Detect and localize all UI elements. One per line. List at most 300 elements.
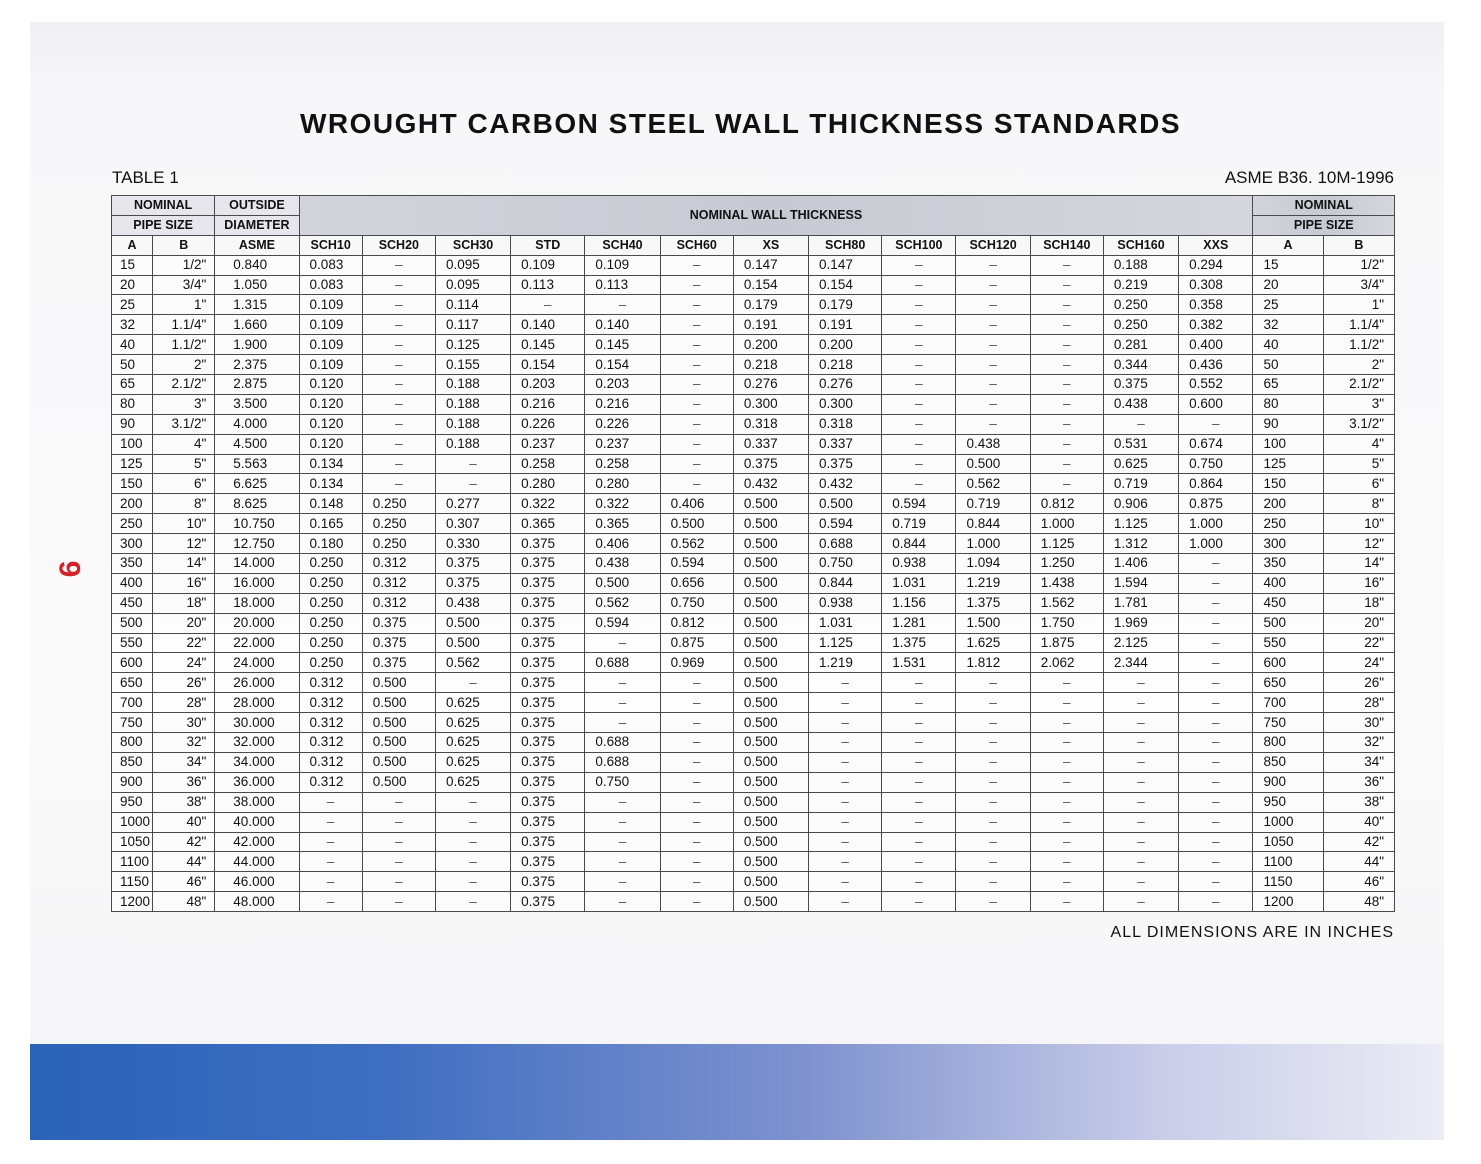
wall-thickness-sch40: 0.322 <box>585 494 660 514</box>
nominal-size-a-right: 32 <box>1253 315 1323 335</box>
wall-thickness-sch100: – <box>882 454 956 474</box>
wall-thickness-sch30: 0.438 <box>435 593 510 613</box>
wall-thickness-sch140: – <box>1030 872 1103 892</box>
wall-thickness-sch20: – <box>362 355 435 375</box>
wall-thickness-sch160: – <box>1103 852 1178 872</box>
wall-thickness-xxs: – <box>1179 832 1253 852</box>
wall-thickness-sch120: – <box>956 295 1030 315</box>
wall-thickness-sch100: – <box>882 752 956 772</box>
nominal-size-a-right: 1200 <box>1253 892 1323 912</box>
sch10-header: SCH10 <box>299 235 362 255</box>
header-row-group <box>112 196 1395 216</box>
nominal-size-a-right: 25 <box>1253 295 1323 315</box>
wall-thickness-sch100: – <box>882 772 956 792</box>
wall-thickness-sch10: 0.312 <box>299 713 362 733</box>
wall-thickness-sch120: – <box>956 792 1030 812</box>
wall-thickness-sch10: 0.312 <box>299 733 362 753</box>
wall-thickness-sch160: 0.719 <box>1103 474 1178 494</box>
wall-thickness-sch120: 1.219 <box>956 573 1030 593</box>
wall-thickness-sch60: – <box>660 832 733 852</box>
wall-thickness-sch80: 0.432 <box>809 474 882 494</box>
table-row <box>112 852 1395 872</box>
table-row <box>112 534 1395 554</box>
wall-thickness-sch40: 0.594 <box>585 613 660 633</box>
wall-thickness-xs: 0.500 <box>733 832 808 852</box>
pipe-size-right-header: PIPE SIZE <box>1253 215 1395 235</box>
wall-thickness-std: 0.375 <box>511 633 585 653</box>
wall-thickness-sch30: 0.188 <box>435 394 510 414</box>
wall-thickness-sch10: 0.312 <box>299 752 362 772</box>
nominal-size-b-right: 4" <box>1323 434 1394 454</box>
wall-thickness-sch140: 1.000 <box>1030 514 1103 534</box>
outside-diameter: 48.000 <box>215 892 299 912</box>
wall-thickness-sch60: 0.812 <box>660 613 733 633</box>
wall-thickness-group-header: NOMINAL WALL THICKNESS <box>299 196 1253 236</box>
wall-thickness-std: 0.226 <box>511 414 585 434</box>
sch140-header: SCH140 <box>1030 235 1103 255</box>
outside-diameter: 3.500 <box>215 394 299 414</box>
wall-thickness-sch30: 0.625 <box>435 733 510 753</box>
nominal-size-a-right: 850 <box>1253 752 1323 772</box>
wall-thickness-sch10: – <box>299 792 362 812</box>
wall-thickness-sch40: 0.688 <box>585 752 660 772</box>
wall-thickness-xs: 0.500 <box>733 573 808 593</box>
wall-thickness-sch140: – <box>1030 832 1103 852</box>
wall-thickness-sch60: 0.875 <box>660 633 733 653</box>
nominal-size-b-right: 3/4" <box>1323 275 1394 295</box>
wall-thickness-xxs: 0.358 <box>1179 295 1253 315</box>
nominal-size-b-right: 6" <box>1323 474 1394 494</box>
nominal-size-b-right: 1.1/2" <box>1323 335 1394 355</box>
wall-thickness-sch120: – <box>956 335 1030 355</box>
nominal-size-b: 1.1/2" <box>153 335 215 355</box>
wall-thickness-sch30: 0.375 <box>435 573 510 593</box>
wall-thickness-sch120: – <box>956 852 1030 872</box>
wall-thickness-sch20: 0.250 <box>362 534 435 554</box>
wall-thickness-sch160: 0.375 <box>1103 375 1178 395</box>
nominal-size-b: 22" <box>153 633 215 653</box>
wall-thickness-sch80: – <box>809 713 882 733</box>
nominal-size-a: 300 <box>112 534 153 554</box>
wall-thickness-sch10: 0.134 <box>299 474 362 494</box>
wall-thickness-sch80: 0.375 <box>809 454 882 474</box>
outside-diameter: 2.375 <box>215 355 299 375</box>
wall-thickness-sch60: – <box>660 772 733 792</box>
nominal-size-b-right: 14" <box>1323 554 1394 574</box>
wall-thickness-sch160: 0.188 <box>1103 255 1178 275</box>
table-row <box>112 673 1395 693</box>
wall-thickness-sch160: 0.344 <box>1103 355 1178 375</box>
wall-thickness-sch40: – <box>585 673 660 693</box>
nominal-size-b-right: 12" <box>1323 534 1394 554</box>
nominal-size-b: 2" <box>153 355 215 375</box>
nominal-size-a: 40 <box>112 335 153 355</box>
nominal-size-a: 400 <box>112 573 153 593</box>
wall-thickness-sch140: 1.562 <box>1030 593 1103 613</box>
wall-thickness-xxs: 0.600 <box>1179 394 1253 414</box>
wall-thickness-std: 0.375 <box>511 573 585 593</box>
nominal-size-b: 1" <box>153 295 215 315</box>
sch80-header: SCH80 <box>809 235 882 255</box>
outside-diameter: 30.000 <box>215 713 299 733</box>
nominal-size-b-right: 1.1/4" <box>1323 315 1394 335</box>
nominal-size-b-right: 10" <box>1323 514 1394 534</box>
page-title: WROUGHT CARBON STEEL WALL THICKNESS STANDARDS <box>299 108 1182 139</box>
xs-header: XS <box>733 235 808 255</box>
wall-thickness-sch60: – <box>660 315 733 335</box>
wall-thickness-xs: 0.318 <box>733 414 808 434</box>
wall-thickness-sch100: – <box>882 713 956 733</box>
nominal-size-a: 50 <box>112 355 153 375</box>
wall-thickness-sch100: – <box>882 394 956 414</box>
nominal-size-b-right: 28" <box>1323 693 1394 713</box>
wall-thickness-sch20: – <box>362 375 435 395</box>
nominal-size-b: 46" <box>153 872 215 892</box>
wall-thickness-xxs: – <box>1179 733 1253 753</box>
wall-thickness-sch60: – <box>660 474 733 494</box>
wall-thickness-sch160: – <box>1103 752 1178 772</box>
wall-thickness-sch140: – <box>1030 315 1103 335</box>
wall-thickness-sch100: – <box>882 375 956 395</box>
wall-thickness-sch30: – <box>435 792 510 812</box>
nominal-size-a: 100 <box>112 434 153 454</box>
wall-thickness-sch160: – <box>1103 792 1178 812</box>
wall-thickness-sch160: 0.250 <box>1103 315 1178 335</box>
wall-thickness-std: 0.140 <box>511 315 585 335</box>
wall-thickness-sch80: 0.938 <box>809 593 882 613</box>
nominal-size-b: 24" <box>153 653 215 673</box>
outside-diameter: 40.000 <box>215 812 299 832</box>
nominal-size-b: 5" <box>153 454 215 474</box>
wall-thickness-sch120: – <box>956 832 1030 852</box>
wall-thickness-sch40: 0.280 <box>585 474 660 494</box>
wall-thickness-sch30: 0.625 <box>435 693 510 713</box>
wall-thickness-sch160: 0.531 <box>1103 434 1178 454</box>
wall-thickness-sch160: 1.406 <box>1103 554 1178 574</box>
wall-thickness-sch10: 0.180 <box>299 534 362 554</box>
nominal-size-b: 3/4" <box>153 275 215 295</box>
nominal-size-a-right: 20 <box>1253 275 1323 295</box>
wall-thickness-xxs: 0.436 <box>1179 355 1253 375</box>
wall-thickness-sch140: 1.250 <box>1030 554 1103 574</box>
wall-thickness-std: 0.375 <box>511 792 585 812</box>
wall-thickness-sch80: 0.218 <box>809 355 882 375</box>
wall-thickness-sch160: 1.312 <box>1103 534 1178 554</box>
wall-thickness-sch120: – <box>956 355 1030 375</box>
wall-thickness-sch60: – <box>660 792 733 812</box>
wall-thickness-sch160: – <box>1103 414 1178 434</box>
nominal-size-b-right: 48" <box>1323 892 1394 912</box>
wall-thickness-std: 0.375 <box>511 852 585 872</box>
wall-thickness-sch140: – <box>1030 375 1103 395</box>
wall-thickness-sch100: 1.281 <box>882 613 956 633</box>
nominal-size-a-right: 80 <box>1253 394 1323 414</box>
table-row <box>112 693 1395 713</box>
wall-thickness-sch20: – <box>362 295 435 315</box>
wall-thickness-sch100: 1.375 <box>882 633 956 653</box>
wall-thickness-xxs: – <box>1179 673 1253 693</box>
wall-thickness-xxs: 1.000 <box>1179 534 1253 554</box>
nominal-size-b: 16" <box>153 573 215 593</box>
wall-thickness-sch10: – <box>299 892 362 912</box>
wall-thickness-sch120: – <box>956 733 1030 753</box>
wall-thickness-sch20: 0.500 <box>362 733 435 753</box>
wall-thickness-sch80: – <box>809 673 882 693</box>
nominal-size-a-right: 65 <box>1253 375 1323 395</box>
wall-thickness-sch40: 0.365 <box>585 514 660 534</box>
wall-thickness-std: 0.375 <box>511 534 585 554</box>
wall-thickness-std: 0.375 <box>511 772 585 792</box>
wall-thickness-xs: 0.218 <box>733 355 808 375</box>
wall-thickness-sch60: – <box>660 872 733 892</box>
nominal-size-b: 1/2" <box>153 255 215 275</box>
table-row <box>112 832 1395 852</box>
outside-diameter: 12.750 <box>215 534 299 554</box>
nominal-size-a-right: 100 <box>1253 434 1323 454</box>
wall-thickness-sch40: 0.438 <box>585 554 660 574</box>
wall-thickness-sch120: 1.500 <box>956 613 1030 633</box>
wall-thickness-xs: 0.500 <box>733 792 808 812</box>
wall-thickness-xs: 0.500 <box>733 733 808 753</box>
wall-thickness-sch120: – <box>956 872 1030 892</box>
wall-thickness-xxs: – <box>1179 554 1253 574</box>
wall-thickness-sch10: 0.250 <box>299 653 362 673</box>
wall-thickness-sch60: – <box>660 892 733 912</box>
wall-thickness-sch40: 0.216 <box>585 394 660 414</box>
wall-thickness-std: 0.375 <box>511 892 585 912</box>
wall-thickness-sch60: 0.656 <box>660 573 733 593</box>
wall-thickness-sch100: – <box>882 832 956 852</box>
wall-thickness-sch140: – <box>1030 733 1103 753</box>
wall-thickness-sch10: 0.250 <box>299 613 362 633</box>
nominal-size-b: 14" <box>153 554 215 574</box>
wall-thickness-sch10: – <box>299 812 362 832</box>
page-number: 9 <box>52 560 86 578</box>
wall-thickness-sch140: – <box>1030 394 1103 414</box>
nominal-size-b: 1.1/4" <box>153 315 215 335</box>
wall-thickness-sch20: – <box>362 872 435 892</box>
wall-thickness-sch10: 0.148 <box>299 494 362 514</box>
nominal-size-b: 18" <box>153 593 215 613</box>
nominal-size-b-right: 18" <box>1323 593 1394 613</box>
wall-thickness-xxs: – <box>1179 613 1253 633</box>
wall-thickness-sch20: – <box>362 255 435 275</box>
wall-thickness-std: 0.375 <box>511 593 585 613</box>
nominal-right-header: NOMINAL <box>1253 196 1395 216</box>
nominal-size-b: 30" <box>153 713 215 733</box>
nominal-size-b: 42" <box>153 832 215 852</box>
wall-thickness-sch100: – <box>882 255 956 275</box>
nominal-size-a-right: 150 <box>1253 474 1323 494</box>
nominal-size-b: 2.1/2" <box>153 375 215 395</box>
wall-thickness-sch80: – <box>809 832 882 852</box>
nominal-size-a: 750 <box>112 713 153 733</box>
wall-thickness-sch140: – <box>1030 673 1103 693</box>
wall-thickness-sch80: – <box>809 872 882 892</box>
nominal-size-b-right: 36" <box>1323 772 1394 792</box>
nominal-size-b: 10" <box>153 514 215 534</box>
wall-thickness-sch40: – <box>585 792 660 812</box>
nominal-size-b-right: 5" <box>1323 454 1394 474</box>
wall-thickness-sch20: – <box>362 812 435 832</box>
table-row <box>112 653 1395 673</box>
nominal-size-a-right: 50 <box>1253 355 1323 375</box>
wall-thickness-sch20: 0.500 <box>362 713 435 733</box>
wall-thickness-table <box>111 195 1395 912</box>
nominal-size-b: 3" <box>153 394 215 414</box>
wall-thickness-sch160: 0.219 <box>1103 275 1178 295</box>
wall-thickness-sch100: – <box>882 812 956 832</box>
wall-thickness-sch20: – <box>362 275 435 295</box>
wall-thickness-sch30: 0.625 <box>435 752 510 772</box>
table-row <box>112 255 1395 275</box>
nominal-size-a-right: 750 <box>1253 713 1323 733</box>
wall-thickness-sch40: 0.203 <box>585 375 660 395</box>
sch40-header: SCH40 <box>585 235 660 255</box>
wall-thickness-sch100: – <box>882 872 956 892</box>
wall-thickness-sch30: – <box>435 872 510 892</box>
nominal-size-a-right: 900 <box>1253 772 1323 792</box>
col-a-header: A <box>112 235 153 255</box>
wall-thickness-xs: 0.432 <box>733 474 808 494</box>
wall-thickness-sch30: 0.562 <box>435 653 510 673</box>
wall-thickness-sch140: – <box>1030 792 1103 812</box>
wall-thickness-sch140: 2.062 <box>1030 653 1103 673</box>
nominal-size-a: 650 <box>112 673 153 693</box>
wall-thickness-sch100: – <box>882 315 956 335</box>
wall-thickness-sch80: – <box>809 733 882 753</box>
wall-thickness-sch40: 0.406 <box>585 534 660 554</box>
wall-thickness-sch140: – <box>1030 752 1103 772</box>
nominal-size-a: 80 <box>112 394 153 414</box>
table-row <box>112 315 1395 335</box>
wall-thickness-sch160: 1.125 <box>1103 514 1178 534</box>
outside-diameter: 46.000 <box>215 872 299 892</box>
wall-thickness-sch120: – <box>956 414 1030 434</box>
wall-thickness-std: 0.375 <box>511 752 585 772</box>
table-row <box>112 554 1395 574</box>
wall-thickness-sch80: 0.179 <box>809 295 882 315</box>
outside-diameter: 1.900 <box>215 335 299 355</box>
outside-diameter: 18.000 <box>215 593 299 613</box>
wall-thickness-sch60: 0.594 <box>660 554 733 574</box>
outside-header: OUTSIDE <box>215 196 299 216</box>
wall-thickness-sch160: – <box>1103 673 1178 693</box>
wall-thickness-sch10: 0.120 <box>299 375 362 395</box>
nominal-size-a-right: 450 <box>1253 593 1323 613</box>
wall-thickness-xxs: 0.750 <box>1179 454 1253 474</box>
nominal-size-a: 600 <box>112 653 153 673</box>
wall-thickness-xxs: 0.674 <box>1179 434 1253 454</box>
wall-thickness-sch160: 0.438 <box>1103 394 1178 414</box>
wall-thickness-std: 0.375 <box>511 713 585 733</box>
nominal-size-a-right: 125 <box>1253 454 1323 474</box>
col-a-right-header: A <box>1253 235 1323 255</box>
table-row <box>112 454 1395 474</box>
sch120-header: SCH120 <box>956 235 1030 255</box>
wall-thickness-sch80: 0.154 <box>809 275 882 295</box>
outside-diameter: 4.500 <box>215 434 299 454</box>
wall-thickness-xxs: 0.875 <box>1179 494 1253 514</box>
nominal-size-b: 34" <box>153 752 215 772</box>
nominal-size-b: 20" <box>153 613 215 633</box>
outside-diameter: 20.000 <box>215 613 299 633</box>
nominal-size-b: 26" <box>153 673 215 693</box>
outside-diameter: 38.000 <box>215 792 299 812</box>
table-row <box>112 494 1395 514</box>
wall-thickness-sch80: 0.300 <box>809 394 882 414</box>
wall-thickness-sch30: – <box>435 852 510 872</box>
nominal-size-b-right: 26" <box>1323 673 1394 693</box>
nominal-size-a: 125 <box>112 454 153 474</box>
nominal-size-b-right: 24" <box>1323 653 1394 673</box>
wall-thickness-sch120: – <box>956 772 1030 792</box>
wall-thickness-xxs: 0.308 <box>1179 275 1253 295</box>
table-row <box>112 275 1395 295</box>
nominal-size-a: 25 <box>112 295 153 315</box>
wall-thickness-sch30: – <box>435 454 510 474</box>
wall-thickness-sch60: – <box>660 812 733 832</box>
outside-diameter: 44.000 <box>215 852 299 872</box>
nominal-size-b-right: 34" <box>1323 752 1394 772</box>
nominal-size-a: 1000 <box>112 812 153 832</box>
wall-thickness-sch100: 0.594 <box>882 494 956 514</box>
table-row <box>112 892 1395 912</box>
wall-thickness-sch30: 0.188 <box>435 414 510 434</box>
wall-thickness-std: 0.375 <box>511 554 585 574</box>
wall-thickness-std: 0.375 <box>511 693 585 713</box>
nominal-size-b: 44" <box>153 852 215 872</box>
wall-thickness-sch100: – <box>882 852 956 872</box>
nominal-size-b: 38" <box>153 792 215 812</box>
outside-diameter: 1.050 <box>215 275 299 295</box>
wall-thickness-sch20: – <box>362 792 435 812</box>
nominal-size-b-right: 46" <box>1323 872 1394 892</box>
wall-thickness-xs: 0.337 <box>733 434 808 454</box>
nominal-size-a-right: 800 <box>1253 733 1323 753</box>
wall-thickness-std: 0.375 <box>511 733 585 753</box>
wall-thickness-std: 0.375 <box>511 613 585 633</box>
wall-thickness-sch30: 0.375 <box>435 554 510 574</box>
table-row <box>112 375 1395 395</box>
nominal-size-a-right: 15 <box>1253 255 1323 275</box>
outside-diameter: 36.000 <box>215 772 299 792</box>
wall-thickness-sch40: 0.688 <box>585 733 660 753</box>
wall-thickness-sch120: – <box>956 255 1030 275</box>
wall-thickness-sch10: 0.134 <box>299 454 362 474</box>
wall-thickness-sch120: 0.562 <box>956 474 1030 494</box>
wall-thickness-xs: 0.154 <box>733 275 808 295</box>
wall-thickness-sch160: – <box>1103 812 1178 832</box>
nominal-size-a: 15 <box>112 255 153 275</box>
wall-thickness-sch100: 0.719 <box>882 514 956 534</box>
wall-thickness-sch120: – <box>956 892 1030 912</box>
nominal-size-b-right: 42" <box>1323 832 1394 852</box>
wall-thickness-sch60: – <box>660 733 733 753</box>
wall-thickness-xxs: – <box>1179 653 1253 673</box>
wall-thickness-sch120: – <box>956 752 1030 772</box>
wall-thickness-sch120: 0.719 <box>956 494 1030 514</box>
nominal-size-a: 32 <box>112 315 153 335</box>
wall-thickness-sch10: 0.120 <box>299 434 362 454</box>
wall-thickness-sch10: 0.250 <box>299 593 362 613</box>
wall-thickness-sch60: – <box>660 414 733 434</box>
nominal-size-a: 800 <box>112 733 153 753</box>
sch20-header: SCH20 <box>362 235 435 255</box>
wall-thickness-sch10: 0.120 <box>299 394 362 414</box>
wall-thickness-sch160: – <box>1103 872 1178 892</box>
wall-thickness-sch20: 0.312 <box>362 573 435 593</box>
